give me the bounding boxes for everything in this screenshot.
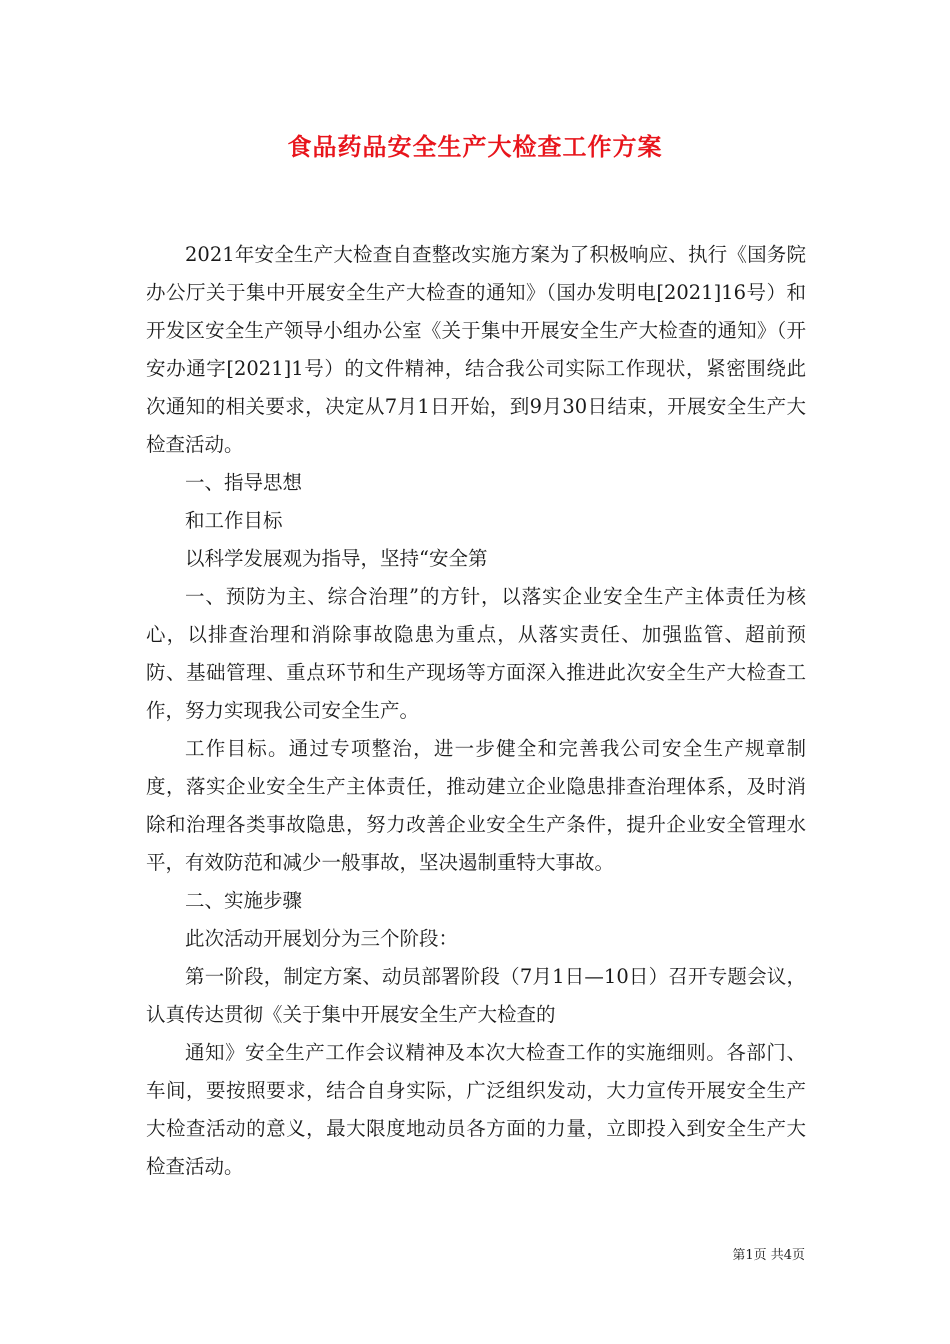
heading-guiding-ideology: 一、指导思想	[185, 471, 303, 494]
heading-implementation-steps: 二、实施步骤	[185, 889, 303, 912]
paragraph-intro: 2021年安全生产大检查自查整改实施方案为了积极响应、执行《国务院办公厅关于集中开展安全生产大检查的通知》（国办发明电[2021]16号）和开发区安全生产领导小组办公室《关于集中开展安全生产大检查的通知》（开安办通字[2021]1号）的文件精神，结合我公司实际工作现状，紧密围绕此次通知的相关要求，决定从7月1日开始，到9月30日结束，开展安全生产大检查活动。	[146, 243, 806, 456]
paragraph-phase-one: 第一阶段，制定方案、动员部署阶段（7月1日—10日）召开专题会议，认真传达贯彻《关于集中开展安全生产大检查的	[146, 965, 806, 1026]
document-title: 食品药品安全生产大检查工作方案	[287, 132, 663, 161]
paragraph-guideline: 一、预防为主、综合治理”的方针，以落实企业安全生产主体责任为核心，以排查治理和消除事故隐患为重点，从落实责任、加强监管、超前预防、基础管理、重点环节和生产现场等方面深入推进此次安全生产大检查工作，努力实现我公司安全生产。	[146, 585, 806, 722]
heading-work-goals: 和工作目标	[185, 509, 283, 532]
paragraph-phases-intro: 此次活动开展划分为三个阶段：	[185, 927, 459, 950]
document-body	[146, 236, 806, 1186]
paragraph-guideline-start: 以科学发展观为指导，坚持“安全第	[185, 547, 488, 570]
paragraph-work-goals: 工作目标。通过专项整治，进一步健全和完善我公司安全生产规章制度，落实企业安全生产主体责任，推动建立企业隐患排查治理体系，及时消除和治理各类事故隐患，努力改善企业安全生产条件，提升企业安全管理水平，有效防范和减少一般事故，坚决遏制重特大事故。	[146, 737, 806, 874]
page-number: 第1页 共4页	[732, 1248, 805, 1263]
paragraph-phase-one-cont: 通知》安全生产工作会议精神及本次大检查工作的实施细则。各部门、车间，要按照要求，结合自身实际，广泛组织发动，大力宣传开展安全生产大检查活动的意义，最大限度地动员各方面的力量，立即投入到安全生产大检查活动。	[146, 1041, 806, 1178]
